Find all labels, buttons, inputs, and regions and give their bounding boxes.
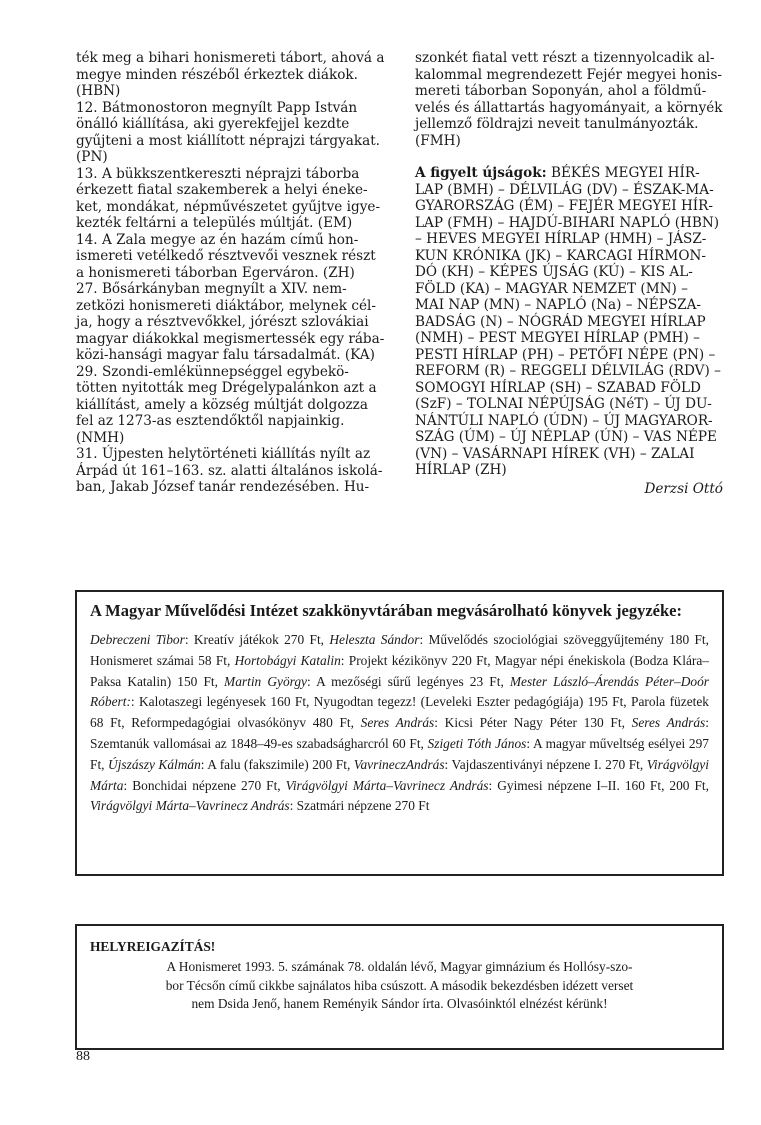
text-line: DÓ (KH) – KÉPES ÚJSÁG (KÚ) – KIS AL- [415,264,693,280]
text-line: ték meg a bihari honismereti tábort, ahová a [76,50,385,66]
text-line: nem Dsida Jenő, hanem Reményik Sándor írta. Olvasóinktól elnézést kérünk! [191,996,608,1011]
text-line: gyűjteni a most kiállított néprajzi tárgyakat. [76,132,380,149]
text-line: önálló kiállítása, aki gyerekfejjel kezdte [76,116,350,132]
text-line: KUN KRÓNIKA (JK) – KARCAGI HÍRMON- [415,247,706,264]
book-author: Újszászy Kálmán [108,756,201,772]
text-line: Árpád út 161–163. sz. alatti általános iskolá- [76,462,383,479]
text-line: a honismereti táborban Egerváron. (ZH) [76,264,355,281]
book-author: Mester László–Árendás Péter–Doór Róbert: [90,673,709,710]
book-entry-text: : Kreatív játékok 270 Ft, [184,632,330,647]
text-line: közi-hansági magyar falu társadalmát. (KA) [76,347,375,363]
book-author: Martin György [224,673,307,689]
book-entry-text: : A falu (fakszimile) 200 Ft, [200,756,354,772]
text-line: megye minden részéből érkeztek diákok. [76,66,358,83]
right-column-text [415,50,723,149]
text-line: ismereti vetélkedő résztvevői vesznek részt [76,248,376,264]
text-line: 14. A Zala megye az én hazám című hon- [76,231,359,248]
text-line: PESTI HÍRLAP (PH) – PETŐFI NÉPE (PN) – [415,346,716,363]
text-line: 31. Újpesten helytörténeti kiállítás nyílt az [76,446,371,462]
text-line: 12. Bátmonostoron megnyílt Papp István [76,99,358,116]
book-entry-text: : Művelődés szociológiai szöveggyűjtemény 180 Ft, Honismeret számai 58 Ft, [90,632,709,668]
book-author: Virágvölgyi Márta [90,756,709,793]
text-line: 27. Bősárkányban megnyílt a XIV. nem- [76,281,347,297]
text-line: kiállítást, amely a község múltját dolgozza [76,396,368,413]
book-list-title: A Magyar Művelődési Intézet szakkönyvtárában megvásárolható könyvek jegyzéke: [90,601,682,620]
text-line: MAI NAP (MN) – NAPLÓ (Na) – NÉPSZA- [415,297,701,313]
text-line: SZÁG (ÚM) – ÚJ NÉPLAP (ÚN) – VAS NÉPE [415,429,717,445]
text-line: (NMH) [76,429,125,446]
book-author: Seres András [631,715,706,731]
text-line: – HEVES MEGYEI HÍRLAP (HMH) – JÁSZ- [415,231,707,247]
book-entry-text: : Kalotaszegi legényesek 160 Ft, Nyugodtan tegezz! (Leveleki Eszter pedagógiája) 195 Ft, Parola füzetek 68 Ft, Reformpedagógiai olvasókönyv 480 Ft, [90,694,709,731]
text-line: LAP (FMH) – HAJDÚ-BIHARI NAPLÓ (HBN) [415,214,720,231]
book-author: Hortobágyi Katalin [234,652,341,668]
text-line: NÁNTÚLI NAPLÓ (ÚDN) – ÚJ MAGYAROR- [415,412,713,429]
book-author: Debreczeni Tibor [90,632,185,647]
text-line: bor Técsőn című cikkbe sajnálatos hiba csúszott. A második bekezdésben idézett verset [165,977,634,993]
book-entry-text: : Kicsi Péter Nagy Péter 130 Ft, [434,715,632,731]
correction-box [75,924,724,1050]
book-entry-text: : A magyar műveltség esélyei 297 Ft, [90,735,709,772]
newspapers-heading: A figyelt újságok: [415,165,547,181]
text-line: magyar diákokkal megismertessék egy rába- [76,330,385,347]
text-line: A Honismeret 1993. 5. számának 78. oldalán lévő, Magyar gimnázium és Hollósy-szo- [166,959,633,974]
newspapers-list [415,165,723,479]
book-author: VavrineczAndrás [353,756,445,772]
text-line: érkezett fiatal szakemberek a helyi éneke- [76,182,368,198]
book-entry-text: : Szatmári népzene 270 Ft [289,798,430,814]
book-list-body [90,630,709,817]
book-entry-text: : Projekt kézikönyv 220 Ft, Magyar népi énekiskola (Bodza Klára–Paksa Katalin) 150 Ft, [90,652,709,689]
text-line: kalommal megrendezett Fejér megyei honis- [415,66,723,83]
text-line: (PN) [76,149,108,165]
text-line: LAP (BMH) – DÉLVILÁG (DV) – ÉSZAK-MA- [415,181,714,198]
book-author: Virágvölgyi Márta–Vavrinecz András [90,798,290,814]
book-entry-text: : Szemtanúk vallomásai az 1848–49-es szabadságharcról 60 Ft, [90,715,709,751]
text-line: tötten nyitották meg Drégelypalánkon azt a [76,380,377,396]
text-line: REFORM (R) – REGGELI DÉLVILÁG (RDV) – [415,363,721,379]
text-line: 13. A bükkszentkereszti néprajzi táborba [76,165,360,182]
left-column [76,50,386,496]
text-line: jellemző földrajzi neveit tanulmányozták. [415,116,699,132]
book-author: Virágvölgyi Márta–Vavrinecz András [285,777,489,793]
text-line: FÖLD (KA) – MAGYAR NEMZET (MN) – [415,280,688,297]
book-entry-text: : Vajdaszentiványi népzene I. 270 Ft, [444,756,647,772]
text-line: HÍRLAP (ZH) [415,462,507,478]
text-line: szonkét fiatal vett részt a tizennyolcadik al- [415,50,715,66]
book-author: Szigeti Tóth János [427,735,527,751]
book-entry-text: : A mezőségi sűrű legényes 23 Ft, [307,673,510,689]
text-line: (NMH) – PEST MEGYEI HÍRLAP (PMH) – [415,330,700,346]
text-line: ja, hogy a résztvevőkkel, jórészt szlovákiai [76,314,369,330]
text-line: fel az 1273-as esztendőktől napjainkig. [76,413,345,429]
text-line: (FMH) [415,132,461,149]
book-entry-text: : Bonchidai népzene 270 Ft, [123,777,286,793]
author-signature: Derzsi Ottó [644,480,723,497]
text-line: (HBN) [76,83,121,99]
text-line: (VN) – VASÁRNAPI HÍREK (VH) – ZALAI [415,445,695,462]
right-column [415,50,723,497]
text-line: velés és állattartás hagyományait, a környék [415,99,723,116]
book-author: Heleszta Sándor [329,632,420,647]
newspapers-first-line [415,165,723,182]
text-line: SOMOGYI HÍRLAP (SH) – SZABAD FÖLD [415,379,701,396]
page-number: 88 [76,1049,90,1064]
book-author: Seres András [360,715,435,731]
text-line: (SzF) – TOLNAI NÉPÚJSÁG (NéT) – ÚJ DU- [415,396,712,412]
text-line: GYARORSZÁG (ÉM) – FEJÉR MEGYEI HÍR- [415,198,713,214]
text-line: mereti táborban Soponyán, ahol a földmű- [415,83,707,99]
text-line: 29. Szondi-emlékünnepséggel egybekö- [76,363,349,380]
text-line: BÉKÉS MEGYEI HÍR- [551,165,700,181]
correction-title: HELYREIGAZÍTÁS! [90,939,216,954]
book-list-box [75,590,724,876]
text-line: ban, Jakab József tanár rendezésében. Hu- [76,479,370,495]
text-line: ket, mondákat, népművészetet gyűjtve igye- [76,198,381,215]
text-line: BADSÁG (N) – NÓGRÁD MEGYEI HÍRLAP [415,313,706,330]
book-entry-text: : Gyimesi népzene I–II. 160 Ft, 200 Ft, [488,777,709,793]
correction-body [90,958,709,1014]
text-line: kezték feltárni a település múltját. (EM) [76,215,353,231]
left-column-text [76,50,386,496]
text-line: zetközi honismereti diáktábor, melynek cél- [76,297,376,314]
